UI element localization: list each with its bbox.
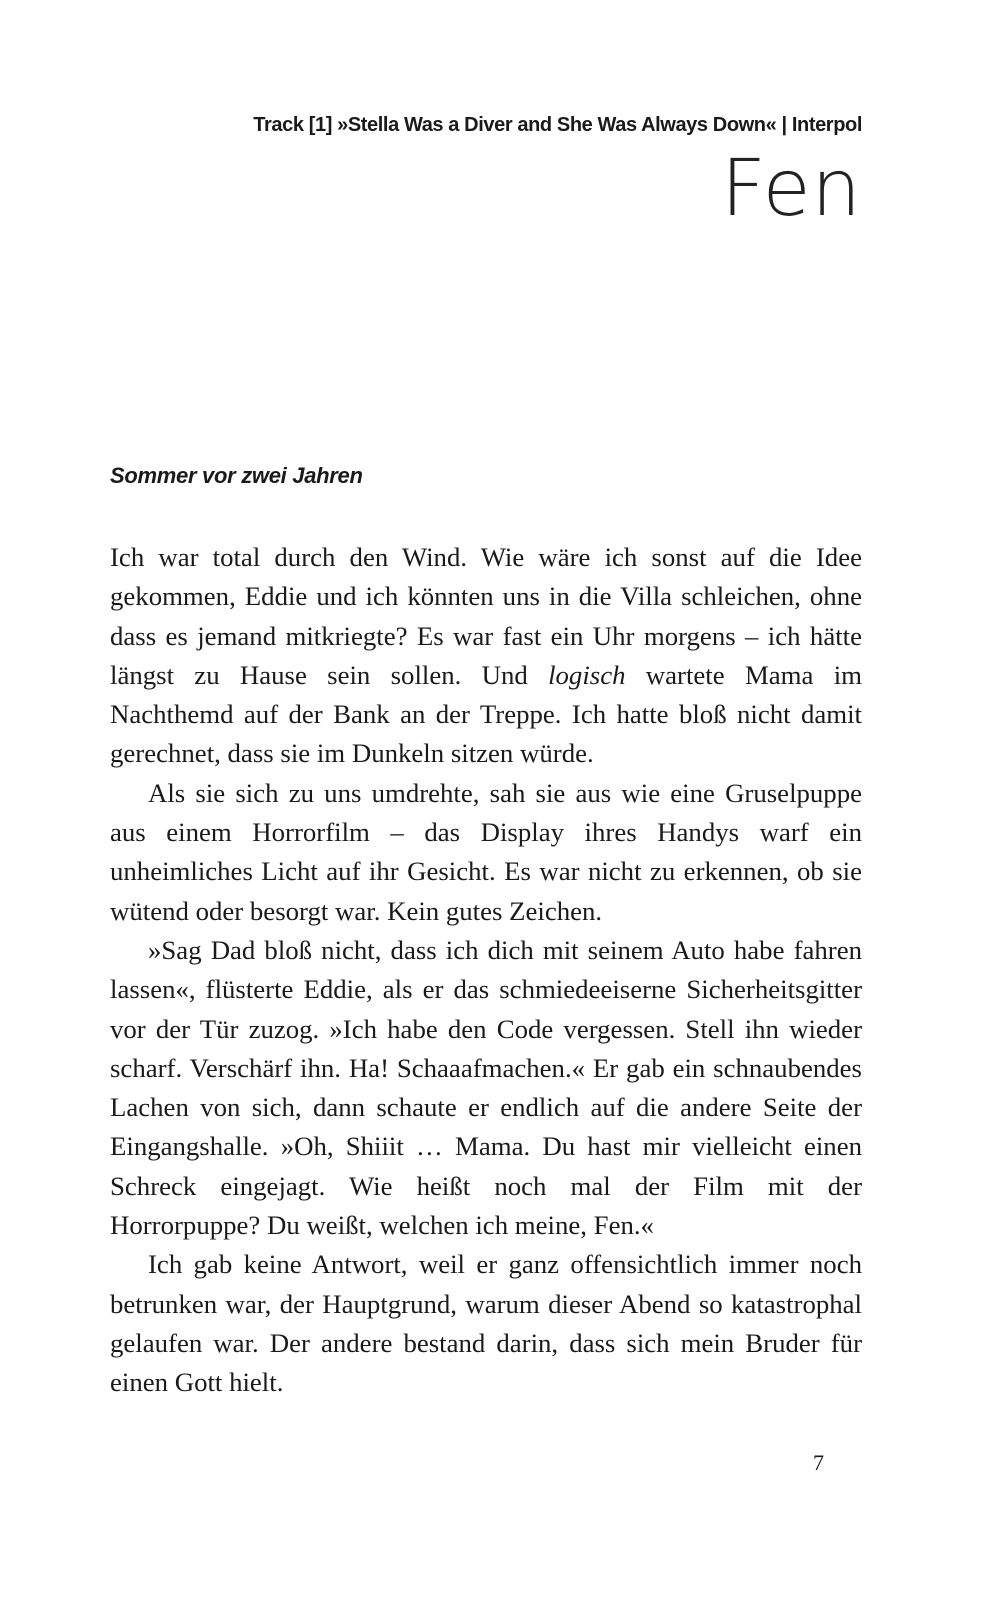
paragraph-3: »Sag Dad bloß nicht, dass ich dich mit seinem Auto habe fahren lassen«, flüsterte Eddie, als er das schmiedeeiserne Sicherheitsgitter vor der Tür zuzog. »Ich habe den Code vergessen. Stell ihn wieder scharf. Verschärf ihn. Ha! Schaaafmachen.« Er gab ein schnaubendes Lachen von sich, dann schaute er endlich auf die andere Seite der Eingangshalle. »Oh, Shiiit … Mama. Du hast mir vielleicht einen Schreck eingejagt. Wie heißt noch mal der Film mit der Horrorpuppe? Du weißt, welchen ich meine, Fen.« — [110, 934, 862, 1241]
chapter-title: Fen — [720, 144, 862, 234]
track-header: Track [1] »Stella Was a Diver and She Was Always Down« | Interpol — [253, 114, 862, 136]
section-title: Sommer vor zwei Jahren — [110, 463, 363, 488]
body-text — [110, 538, 862, 1403]
paragraph-4: Ich gab keine Antwort, weil er ganz offensichtlich immer noch betrunken war, der Hauptgrund, warum dieser Abend so katastrophal gelaufen war. Der andere bestand darin, dass sich mein Bruder für einen Gott hielt. — [110, 1249, 862, 1398]
paragraph-2: Als sie sich zu uns umdrehte, sah sie aus wie eine Gruselpuppe aus einem Horrorfilm – das Display ihres Handys warf ein unheimliches Licht auf ihr Gesicht. Es war nicht zu erkennen, ob sie wütend oder besorgt war. Kein gutes Zeichen. — [110, 777, 862, 926]
paragraph-1 — [110, 538, 862, 774]
paragraph-1-text-end: wartete Mama im Nachthemd auf der Bank an der Treppe. Ich hatte bloß nicht damit gerechnet, dass sie im Dunkeln sitzen würde. — [110, 659, 862, 769]
page-number: 7 — [813, 1450, 824, 1475]
paragraph-1-emphasis: logisch — [548, 659, 626, 690]
paragraph-1-text-start: Ich war total durch den Wind. Wie wäre ich sonst auf die Idee gekommen, Eddie und ich könnten uns in die Villa schleichen, ohne dass es jemand mitkriegte? Es war fast ein Uhr morgens – ich hätte längst zu Hause sein sollen. Und — [110, 542, 862, 690]
